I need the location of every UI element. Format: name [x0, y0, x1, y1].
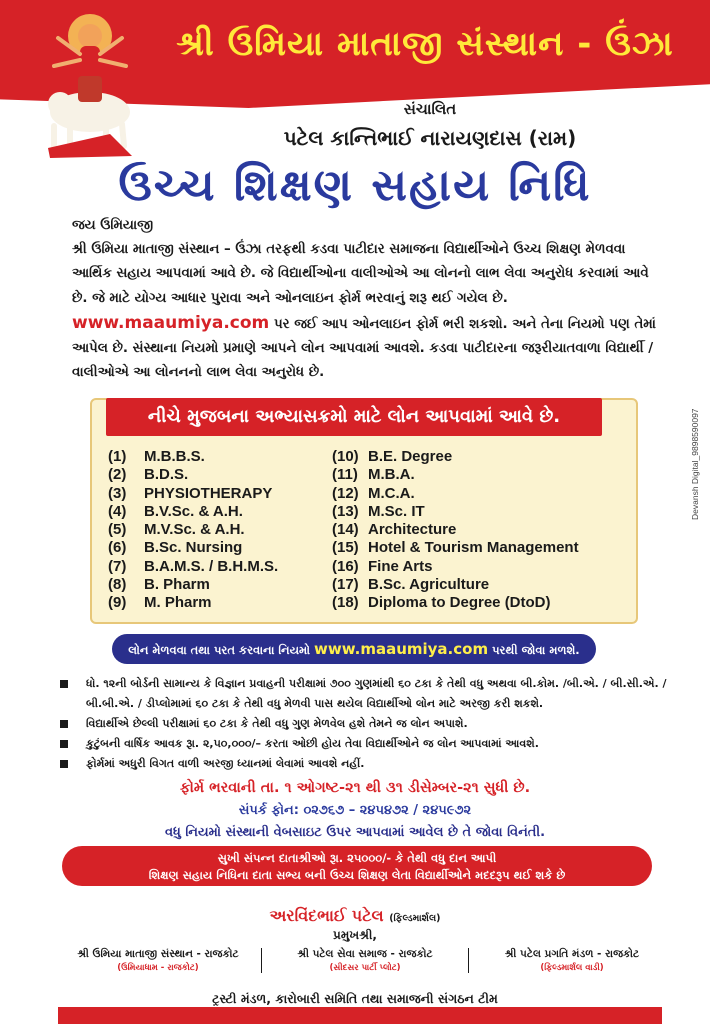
rules-banner [112, 634, 596, 664]
greeting: જય ઉમિયાજી [72, 218, 154, 233]
course-column-right [332, 448, 579, 613]
rules-banner-suffix: પરથી જોવા મળશે. [492, 643, 580, 657]
course-item [332, 466, 579, 484]
course-number: (14) [332, 521, 359, 539]
eligibility-item: ફોર્મમાં અધુરી વિગત વાળી અરજી ધ્યાનમાં લેવામાં આવશે નહીં. [58, 754, 690, 774]
course-number: (8) [108, 576, 127, 594]
course-item [332, 539, 579, 557]
course-name: PHYSIOTHERAPY [144, 484, 273, 502]
course-name: B.A.M.S. / B.H.M.S. [144, 557, 279, 575]
course-item [108, 576, 278, 594]
org-place: (સીદસર પાર્ટી પ્લોટ) [329, 963, 401, 973]
course-number: (17) [332, 576, 359, 594]
course-item [332, 576, 579, 594]
course-number: (12) [332, 484, 359, 502]
footer-organizations [55, 948, 675, 973]
intro-paragraph [72, 214, 662, 385]
trust-team: ટ્રસ્ટી મંડળ, કારોબારી સમિતિ તથા સમાજની સંગઠન ટીમ [212, 991, 498, 1006]
contact-phone: સંપર્ક ફોન: ૦૨૭૬૭ – ૨૪૫૪૭૨ / ૨૪૫૯૭૨ [238, 803, 472, 818]
footer-org [468, 948, 675, 973]
course-item [332, 448, 579, 466]
donation-line-1: સુખી સંપન્ન દાતાશ્રીઓ રૂા. ૨૫૦૦૦/- કે તેથી વધુ દાન આપી [217, 851, 497, 865]
course-name: B.V.Sc. & A.H. [144, 502, 243, 520]
page-title: ઉચ્ચ શિક્ષણ સહાય નિધિ [118, 160, 592, 211]
course-name: B.Sc. Nursing [144, 539, 243, 557]
website-link[interactable]: www.maaumiya.com [72, 312, 270, 333]
org-place: (ઉમિયાધામ - રાજકોટ) [117, 963, 199, 973]
footer-org [55, 948, 261, 973]
course-item [108, 539, 278, 557]
course-number: (11) [332, 466, 358, 484]
eligibility-item: ધો. ૧૨ની બોર્ડની સામાન્ય કે વિજ્ઞાન પ્રવાહની પરીક્ષામાં ૭૦૦ ગુણમાંથી ૬૦ ટકા કે તેથી વધુ અથવા બી.કોમ. /બી.એ. / બી.સી.એ. / બી.બી.એ. / ડીપ્લોમામાં ૬૦ ટકા કે તેથી વધુ મેળવી પાસ થયેલ વિદ્યાર્થીઓ લોન માટે અરજી કરી શકશે. [58, 674, 690, 714]
eligibility-item: કુટુંબની વાર્ષિક આવક રૂા. ૨,૫૦,૦૦૦/– કરતા ઓછી હોય તેવા વિદ્યાર્થીઓને જ લોન આપવામાં આવશે. [58, 734, 690, 754]
course-number: (7) [108, 557, 127, 575]
rules-website-link[interactable]: www.maaumiya.com [314, 640, 489, 658]
course-name: Diploma to Degree (DtoD) [368, 594, 551, 612]
more-rules-note: વધુ નિયમો સંસ્થાની વેબસાઇટ ઉપર આપવામાં આવેલ છે તે જોવા વિનંતી. [164, 825, 546, 840]
president-name-line [0, 906, 710, 926]
course-item [108, 558, 278, 576]
course-number: (9) [108, 594, 127, 612]
rules-banner-prefix: લોન મેળવવા તથા પરત કરવાના નિયમો [128, 643, 310, 657]
donation-appeal [62, 846, 652, 886]
course-number: (10) [332, 448, 359, 465]
course-item [108, 521, 278, 539]
course-name: M. Pharm [144, 594, 212, 612]
course-number: (5) [108, 521, 127, 539]
intro-text-start: શ્રી ઉમિયા માતાજી સંસ્થાન – ઉંઝા તરફથી કડવા પાટીદાર સમાજના વિદ્યાર્થીઓને ઉચ્ચ શિક્ષણ મેળવવા આર્થિક સહાય આપવામાં આવે છે. જે વિદ્યાર્થીઓના વાલીઓએ આ લોનનો લાભ લેવા અનુરોધ કરવામાં આવે છે. જે માટે યોગ્ય આધાર પુરાવા અને ઓનલાઇન ફોર્મ ભરવાનું શરૂ થઈ ગયેલ છે. [72, 242, 649, 306]
course-item [108, 594, 278, 612]
course-name: Hotel & Tourism Management [368, 539, 579, 557]
sanchalit-label: સંચાલિત [403, 100, 457, 118]
course-item [332, 485, 579, 503]
course-item [108, 466, 278, 484]
course-item [108, 485, 278, 503]
course-name: Fine Arts [368, 557, 433, 575]
org-name: શ્રી પટેલ સેવા સમાજ - રાજકોટ [297, 948, 433, 960]
course-number: (1) [108, 448, 127, 465]
course-banner: નીચે મુજબના અભ્યાસક્રમો માટે લોન આપવામાં આવે છે. [106, 398, 602, 436]
footer-band [58, 1007, 662, 1024]
course-item [108, 448, 278, 466]
org-name: શ્રી પટેલ પ્રગતિ મંડળ - રાજકોટ [504, 948, 640, 960]
course-name: M.B.A. [368, 466, 415, 484]
course-item [332, 503, 579, 521]
course-number: (15) [332, 539, 359, 557]
side-credit: Devansh Digital_9898590097 [690, 408, 700, 520]
course-name: B.Sc. Agriculture [368, 576, 490, 594]
course-name: M.Sc. IT [368, 502, 425, 520]
course-number: (3) [108, 484, 127, 502]
course-name: M.C.A. [368, 484, 415, 502]
org-title: શ્રી ઉમિયા માતાજી સંસ્થાન - ઉંઝા [176, 24, 674, 64]
footer-org [261, 948, 468, 973]
eligibility-item: વિદ્યાર્થીએ છેલ્લી પરીક્ષામાં ૬૦ ટકા કે તેથી વધુ ગુણ મેળવેલ હશે તેમને જ લોન અપાશે. [58, 714, 690, 734]
org-place: (ફિલ્ડમાર્શલ વાડી) [540, 963, 604, 973]
course-number: (6) [108, 539, 127, 557]
trust-name: પટેલ કાન્તિભાઈ નારાયણદાસ (રામ) [283, 126, 577, 150]
president-name: અરવિંદભાઈ પટેલ [269, 906, 384, 925]
course-item [332, 521, 579, 539]
course-number: (16) [332, 557, 359, 575]
course-item [332, 594, 579, 612]
donation-line-2: શિક્ષણ સહાય નિધિના દાતા સભ્ય બની ઉચ્ચ શિક્ષણ લેતા વિદ્યાર્થીઓને મદદરૂપ થઈ શકે છે [148, 868, 566, 882]
pramukh-label: પ્રમુખશ્રી, [333, 928, 377, 942]
course-name: B. Pharm [144, 576, 210, 594]
course-item [108, 503, 278, 521]
course-number: (18) [332, 594, 359, 612]
course-item [332, 558, 579, 576]
course-name: M.V.Sc. & A.H. [144, 521, 245, 539]
course-number: (2) [108, 466, 127, 484]
org-name: શ્રી ઉમિયા માતાજી સંસ્થાન - રાજકોટ [77, 948, 239, 960]
course-name: M.B.B.S. [144, 448, 205, 465]
course-name: B.E. Degree [368, 448, 453, 465]
course-column-left [108, 448, 278, 613]
eligibility-list [58, 674, 690, 774]
form-dates: ફોર્મ ભરવાની તા. ૧ ઓગષ્ટ-૨૧ થી ૩૧ ડીસેમ્બર-૨૧ સુધી છે. [179, 780, 531, 796]
course-name: B.D.S. [144, 466, 189, 484]
course-name: Architecture [368, 521, 457, 539]
course-number: (13) [332, 502, 359, 520]
intro-text-end: પર જઈ આપ ઓનલાઇન ફોર્મ ભરી શકશો. અને તેના નિયમો પણ તેમાં આપેલ છે. સંસ્થાના નિયમો પ્રમાણે આપને લોન આપવામાં આવશે. કડવા પાટીદારના જરૂરીયાતવાળા વિદ્યાર્થી / વાલીઓએ આ લોનનનો લાભ લેવા અનુરોધ છે. [72, 316, 656, 381]
president-role: (ફિલ્ડમાર્શલ) [389, 913, 441, 924]
course-number: (4) [108, 502, 127, 520]
